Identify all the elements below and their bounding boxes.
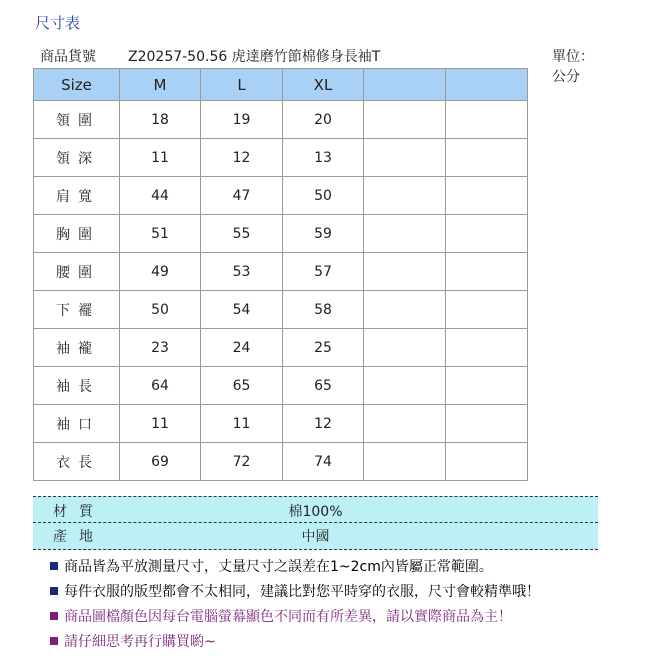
- table-cell: 51: [120, 215, 201, 253]
- measure-label: 下襬: [34, 291, 120, 329]
- product-code-label: 商品貨號: [40, 49, 96, 65]
- size-header-l: L: [201, 69, 283, 101]
- size-table: [33, 68, 528, 481]
- table-cell: 11: [120, 139, 201, 177]
- material-row: [33, 498, 598, 522]
- table-row: [34, 139, 528, 177]
- table-cell: 57: [283, 253, 364, 291]
- note-item: [50, 630, 540, 655]
- table-cell: 25: [283, 329, 364, 367]
- table-cell: 72: [201, 443, 283, 481]
- table-cell: 18: [120, 101, 201, 139]
- table-cell: 23: [120, 329, 201, 367]
- material-label: 材質: [53, 504, 105, 520]
- size-header-empty: [446, 69, 528, 101]
- table-row: [34, 215, 528, 253]
- product-code: Z20257-50.56 虎達磨竹節棉修身長袖T: [128, 49, 381, 65]
- table-cell: [446, 291, 528, 329]
- measure-label: 袖襱: [34, 329, 120, 367]
- origin-row: [33, 523, 598, 547]
- measure-label: 袖口: [34, 405, 120, 443]
- table-cell: [446, 101, 528, 139]
- table-cell: 53: [201, 253, 283, 291]
- table-cell: [364, 101, 446, 139]
- note-text: 商品皆為平放測量尺寸，丈量尺寸之誤差在1~2cm內皆屬正常範圍。: [64, 559, 493, 575]
- unit-label: 單位：公分: [552, 49, 594, 85]
- table-row: [34, 177, 528, 215]
- table-cell: 58: [283, 291, 364, 329]
- table-row: [34, 101, 528, 139]
- table-cell: [364, 367, 446, 405]
- table-cell: [446, 329, 528, 367]
- table-cell: 64: [120, 367, 201, 405]
- table-row: [34, 443, 528, 481]
- table-cell: 65: [201, 367, 283, 405]
- table-cell: [364, 139, 446, 177]
- table-cell: [446, 177, 528, 215]
- table-cell: 55: [201, 215, 283, 253]
- table-cell: [364, 253, 446, 291]
- measure-label: 袖長: [34, 367, 120, 405]
- square-bullet-icon: [50, 562, 58, 570]
- table-cell: [446, 215, 528, 253]
- measure-label: 領深: [34, 139, 120, 177]
- square-bullet-icon: [50, 637, 58, 645]
- table-cell: 13: [283, 139, 364, 177]
- size-header-label: Size: [34, 69, 120, 101]
- page-title: 尺寸表: [35, 14, 81, 32]
- table-cell: 47: [201, 177, 283, 215]
- measure-label: 胸圍: [34, 215, 120, 253]
- table-row: [34, 405, 528, 443]
- table-cell: 19: [201, 101, 283, 139]
- table-cell: [364, 177, 446, 215]
- table-row: [34, 367, 528, 405]
- table-cell: [364, 443, 446, 481]
- table-cell: 12: [201, 139, 283, 177]
- measure-label: 領圍: [34, 101, 120, 139]
- table-cell: [446, 139, 528, 177]
- table-cell: 69: [120, 443, 201, 481]
- table-cell: [364, 405, 446, 443]
- size-header-m: M: [120, 69, 201, 101]
- table-cell: [446, 443, 528, 481]
- table-cell: [446, 367, 528, 405]
- note-text: 請仔細思考再行購買喲~: [64, 634, 216, 650]
- table-cell: [364, 215, 446, 253]
- table-cell: 44: [120, 177, 201, 215]
- note-item: [50, 555, 540, 580]
- table-cell: [364, 329, 446, 367]
- table-cell: [446, 253, 528, 291]
- table-cell: 54: [201, 291, 283, 329]
- table-cell: 50: [283, 177, 364, 215]
- table-cell: 12: [283, 405, 364, 443]
- origin-value: 中國: [301, 529, 330, 545]
- table-cell: 74: [283, 443, 364, 481]
- note-item: [50, 605, 540, 630]
- measure-label: 衣長: [34, 443, 120, 481]
- measure-label: 腰圍: [34, 253, 120, 291]
- table-cell: 11: [120, 405, 201, 443]
- origin-label: 產地: [53, 529, 105, 545]
- notes-list: [50, 555, 540, 655]
- note-text: 每件衣服的版型都會不太相同，建議比對您平時穿的衣服，尺寸會較精準哦！: [64, 584, 540, 600]
- size-header-empty: [364, 69, 446, 101]
- note-item: [50, 580, 540, 605]
- measure-label: 肩寬: [34, 177, 120, 215]
- table-cell: [364, 291, 446, 329]
- table-cell: 49: [120, 253, 201, 291]
- info-box: [33, 496, 598, 550]
- note-text: 商品圖檔顏色因每台電腦螢幕顯色不同而有所差異，請以實際商品為主！: [64, 609, 512, 625]
- table-cell: 20: [283, 101, 364, 139]
- table-row: [34, 253, 528, 291]
- square-bullet-icon: [50, 587, 58, 595]
- table-cell: 65: [283, 367, 364, 405]
- table-cell: 50: [120, 291, 201, 329]
- size-header-xl: XL: [283, 69, 364, 101]
- table-cell: 24: [201, 329, 283, 367]
- table-cell: 59: [283, 215, 364, 253]
- square-bullet-icon: [50, 612, 58, 620]
- table-cell: [446, 405, 528, 443]
- size-header-row: [34, 69, 528, 101]
- table-row: [34, 291, 528, 329]
- table-row: [34, 329, 528, 367]
- table-cell: 11: [201, 405, 283, 443]
- material-value: 棉100%: [288, 504, 343, 520]
